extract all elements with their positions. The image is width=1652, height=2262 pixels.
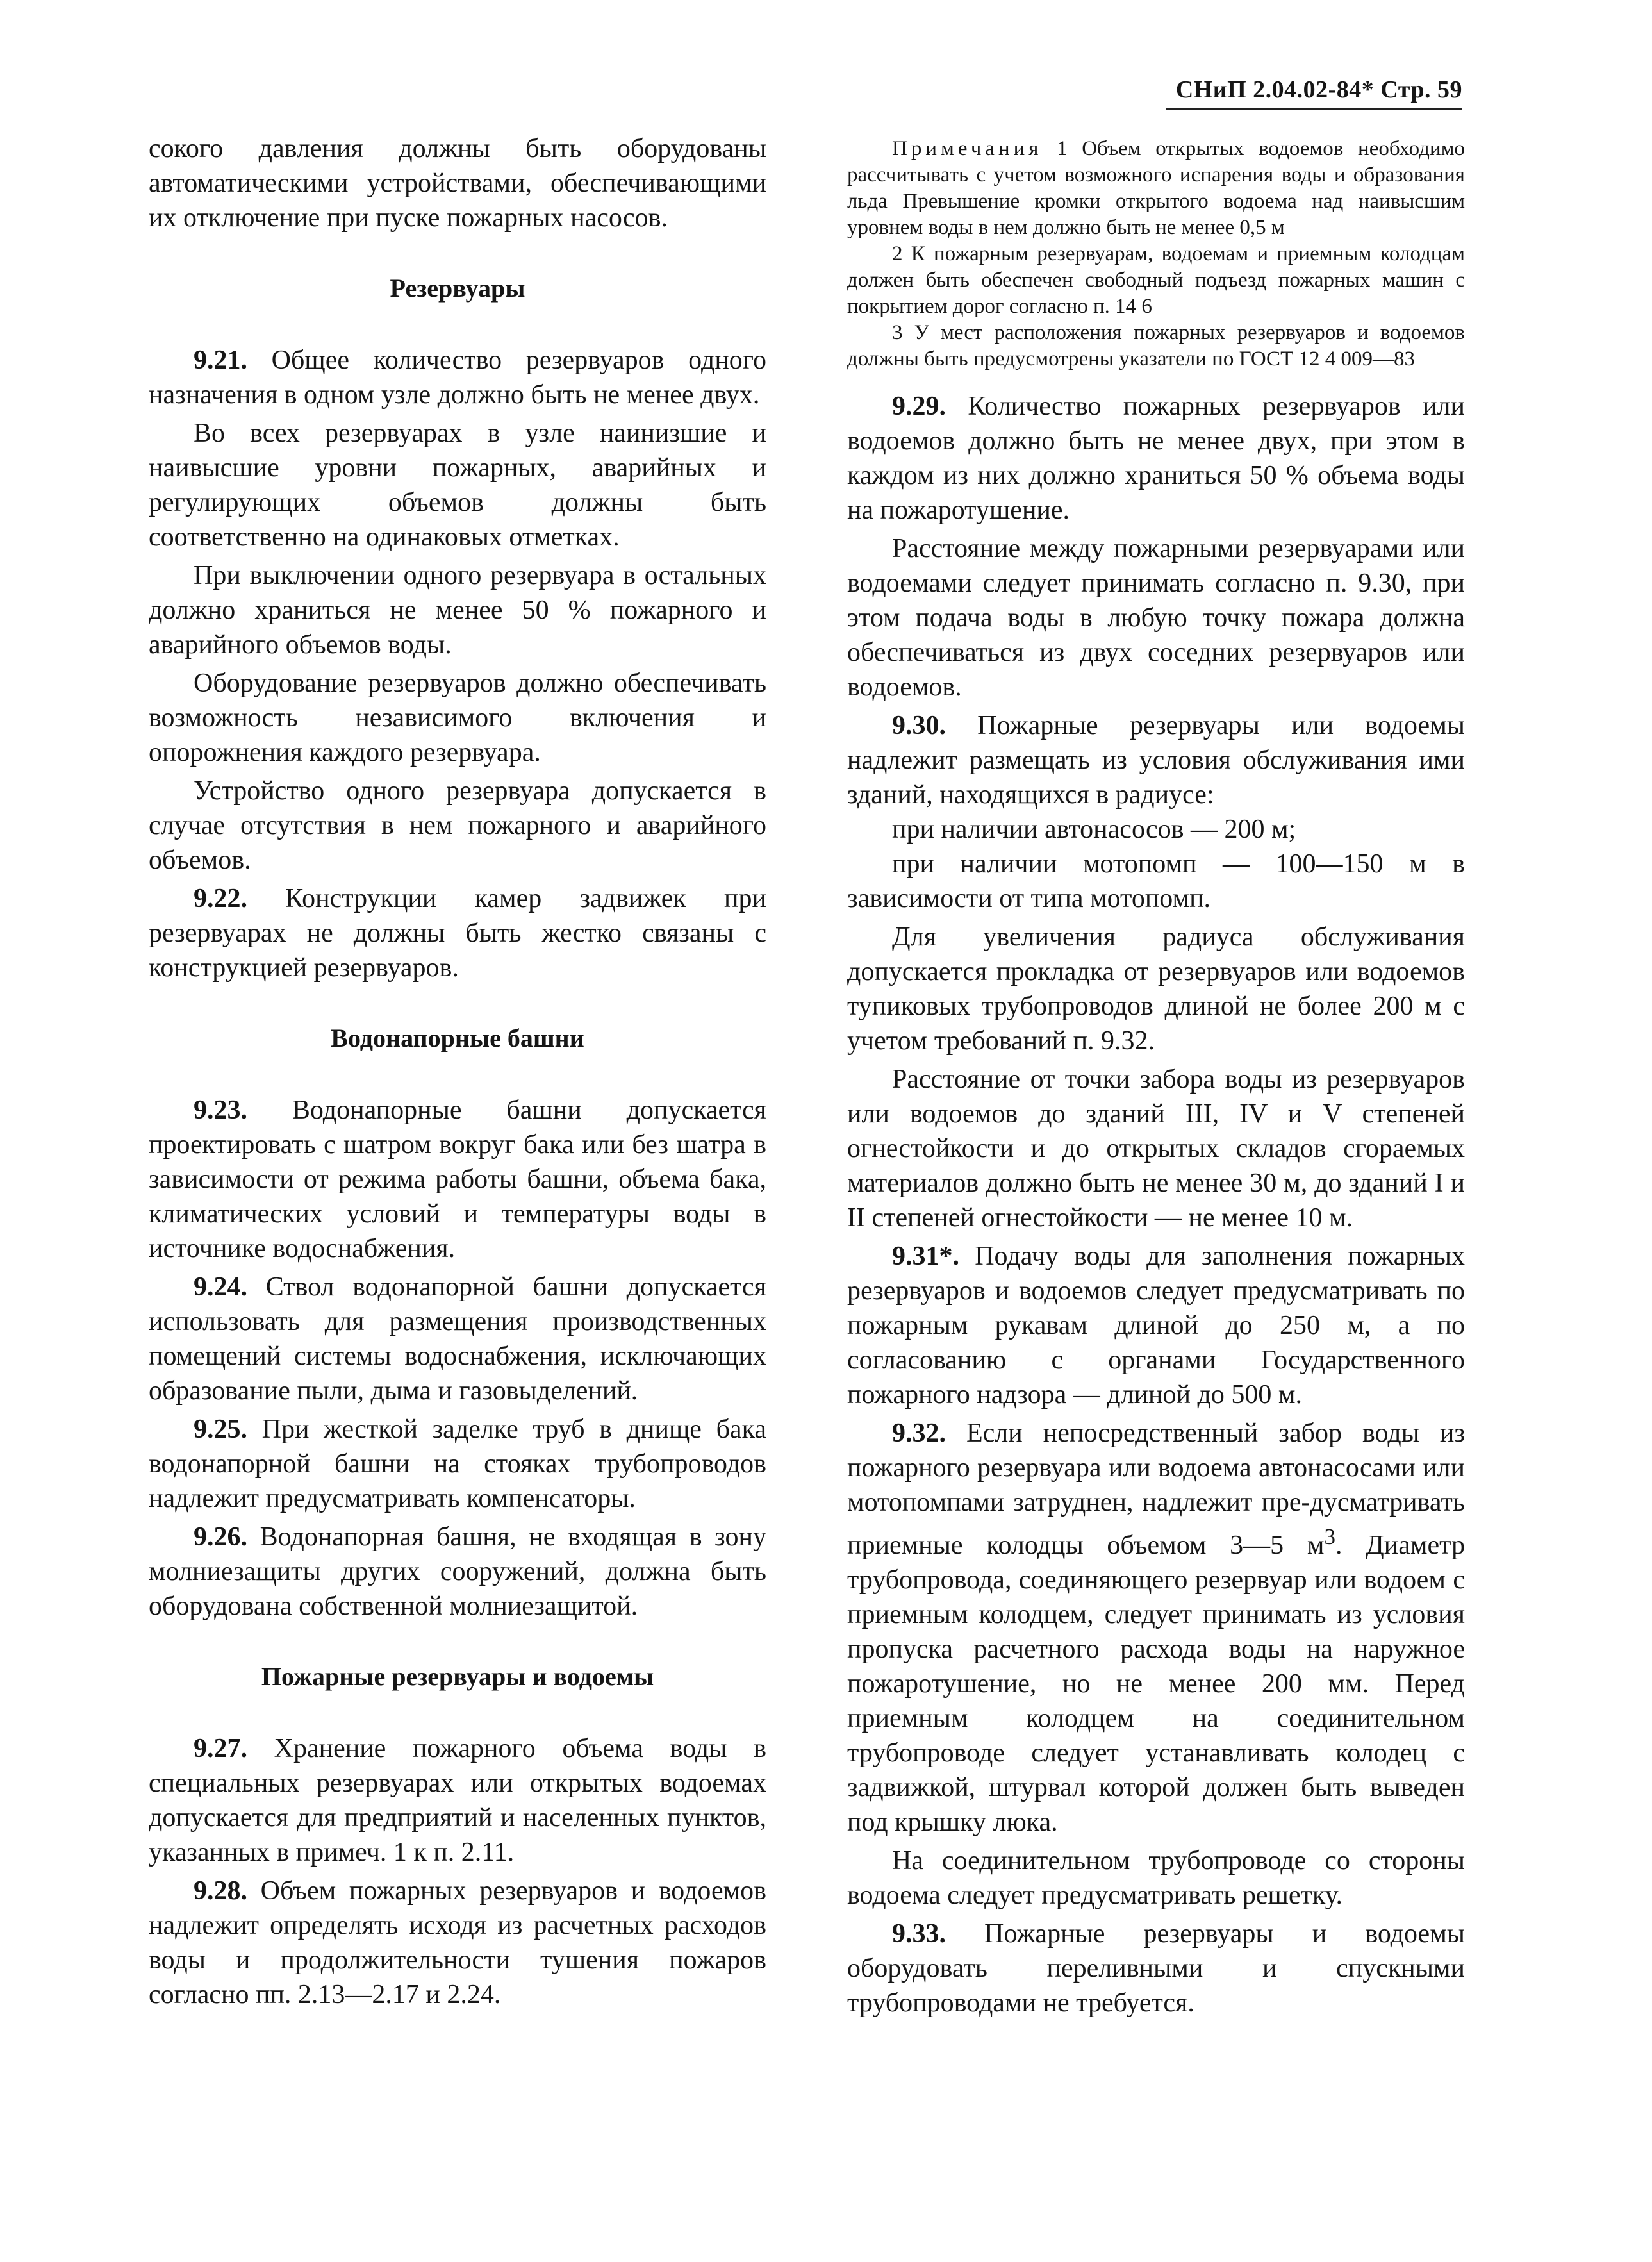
clause-number: 9.29. (892, 392, 946, 421)
page-header (846, 76, 1462, 106)
paragraph: Устройство одного резервуара допускается в случае отсутствия в нем пожарного и аварийного объемов. (149, 776, 766, 875)
left-column (149, 131, 766, 2012)
clause-number: 9.27. (194, 1734, 247, 1763)
clause-number: 9.30. (892, 711, 946, 740)
paragraph: Расстояние от точки забора воды из резервуаров или водоемов до зданий III, IV и V степеней огнестойкости и до открытых складов сгораемых материалов должно быть не менее 30 м, до зданий I и II степеней огнестойкости — не менее 10 м. (847, 1065, 1465, 1233)
paragraph: при наличии автонасосов — 200 м; (892, 815, 1296, 844)
paragraph: Расстояние между пожарными резервуарами или водоемами следует принимать согласно п. 9.30, при этом подача воды в любую точку пожара должна обеспечиваться из двух соседних резервуаров или водоемов. (847, 534, 1465, 702)
clause-number: 9.33. (892, 1919, 946, 1949)
clause-text: При жесткой заделке труб в днище бака водонапорной башни на стояках трубопроводов надлежит предусматривать компенсаторы. (149, 1415, 766, 1513)
clause-9-24 (149, 1270, 766, 1408)
section-heading-reservoirs: Резервуары (390, 274, 525, 303)
note-1 (847, 136, 1465, 241)
clause-number: 9.31*. (892, 1242, 959, 1271)
clause-number: 9.22. (194, 884, 247, 913)
header-rule (1166, 108, 1462, 110)
clause-text: Общее количество резервуаров одного назначения в одном узле должно быть не менее двух. (149, 345, 766, 410)
clause-9-23 (149, 1093, 766, 1266)
clause-9-29 (847, 389, 1465, 528)
clause-text: Ствол водонапорной башни допускается использовать для размещения производственных помещений системы водоснабжения, исключающих образование пыли, дыма и газовыделений. (149, 1272, 766, 1406)
paragraph: Для увеличения радиуса обслуживания допускается прокладка от резервуаров или водоемов тупиковых трубопроводов длиной не более 200 м с учетом требований п. 9.32. (847, 922, 1465, 1056)
clause-9-22 (149, 881, 766, 985)
paragraph: Оборудование резервуаров должно обеспечивать возможность независимого включения и опорожнения каждого резервуара. (149, 669, 766, 767)
clause-9-21 (149, 343, 766, 412)
clause-text: Подачу воды для заполнения пожарных резервуаров и водоемов следует предусматривать по пожарным рукавам длиной до 250 м, а по согласованию с органами Государственного пожарного надзора — длиной до 500 м. (847, 1242, 1465, 1410)
note-3: 3 У мест расположения пожарных резервуаров и водоемов должны быть предусмотрены указатели по ГОСТ 12 4 009—83 (847, 321, 1465, 370)
clause-text: Хранение пожарного объема воды в специальных резервуарах или открытых водоемах допускается для предприятий и населенных пунктов, указанных в примеч. 1 к п. 2.11. (149, 1734, 766, 1867)
clause-9-32 (847, 1416, 1465, 1840)
clause-text: Пожарные резервуары и водоемы оборудовать переливными и спускными трубопроводами не требуется. (847, 1919, 1465, 2018)
clause-9-28 (149, 1874, 766, 2012)
clause-number: 9.23. (194, 1095, 247, 1125)
clause-9-25 (149, 1412, 766, 1516)
clause-9-33 (847, 1917, 1465, 2020)
clause-text: Если непосредственный забор воды из пожарного резервуара или водоема автонасосами или мотопомпами затруднен, надлежит пре-дусматривать приемные колодцы объемом 3—5 м (847, 1418, 1465, 1560)
clause-number: 9.26. (194, 1522, 247, 1552)
note-2: 2 К пожарным резервуарам, водоемам и приемным колодцам должен быть обеспечен свободный подъезд пожарных машин с покрытием дорог согласно п. 14 6 (847, 242, 1465, 318)
paragraph: при наличии мотопомп — 100—150 м в зависимости от типа мотопомп. (847, 849, 1465, 913)
clause-text: Водонапорные башни допускается проектировать с шатром вокруг бака или без шатра в зависимости от режима работы башни, объема бака, климатических условий и температуры воды в источнике водоснабжения. (149, 1095, 766, 1263)
clause-9-27 (149, 1731, 766, 1870)
clause-9-31 (847, 1239, 1465, 1412)
paragraph: Во всех резервуарах в узле наинизшие и наивысшие уровни пожарных, аварийных и регулирующих объемов должны быть соответственно на одинаковых отметках. (149, 419, 766, 552)
note-text: 1 Объем открытых водоемов необходимо рассчитывать с учетом возможного испарения воды и образования льда Превышение кромки открытого водоема над наивысшим уровнем воды в нем должно быть не менее 0,5 м (847, 137, 1465, 239)
clause-number: 9.28. (194, 1876, 247, 1906)
paragraph-continuation: сокого давления должны быть оборудованы автоматическими устройствами, обеспечивающими их отключение при пуске пожарных насосов. (149, 134, 766, 233)
right-column (847, 136, 1465, 2020)
document-reference: СНиП 2.04.02-84* Стр. 59 (1175, 76, 1462, 103)
clause-number: 9.25. (194, 1415, 247, 1444)
superscript: 3 (1324, 1524, 1335, 1549)
section-heading-fire-reservoirs: Пожарные резервуары и водоемы (261, 1662, 654, 1691)
clause-9-26 (149, 1520, 766, 1624)
section-heading-water-towers: Водонапорные башни (331, 1024, 584, 1052)
clause-text: Количество пожарных резервуаров или водоемов должно быть не менее двух, при этом в каждом из них должно храниться 50 % объема воды на пожаротушение. (847, 392, 1465, 525)
clause-text: Пожарные резервуары или водоемы надлежит размещать из условия обслуживания ими зданий, находящихся в радиусе: (847, 711, 1465, 810)
clause-text: Водонапорная башня, не входящая в зону молниезащиты других сооружений, должна быть оборудована собственной молниезащитой. (149, 1522, 766, 1621)
clause-text: Объем пожарных резервуаров и водоемов надлежит определять исходя из расчетных расходов воды и продолжительности тушения пожаров согласно пп. 2.13—2.17 и 2.24. (149, 1876, 766, 2009)
paragraph: На соединительном трубопроводе со стороны водоема следует предусматривать решетку. (847, 1846, 1465, 1910)
notes-label: Примечания (892, 137, 1043, 160)
clause-text: Конструкции камер задвижек при резервуарах не должны быть жестко связаны с конструкцией резервуаров. (149, 884, 766, 983)
clause-text-cont: . Диаметр трубопровода, соединяющего резервуар или водоем с приемным колодцем, следует принимать из условия пропуска расчетного расхода воды на наружное пожаротушение, но не менее 200 мм. Перед приемным колодцем на соединительном трубопроводе следует устанавливать колодец с задвижкой, штурвал которой должен быть выведен под крышку люка. (847, 1531, 1465, 1837)
clause-number: 9.24. (194, 1272, 247, 1302)
clause-9-30 (847, 708, 1465, 812)
paragraph: При выключении одного резервуара в остальных должно храниться не менее 50 % пожарного и аварийного объемов воды. (149, 561, 766, 660)
clause-number: 9.32. (892, 1418, 946, 1448)
clause-number: 9.21. (194, 345, 247, 375)
